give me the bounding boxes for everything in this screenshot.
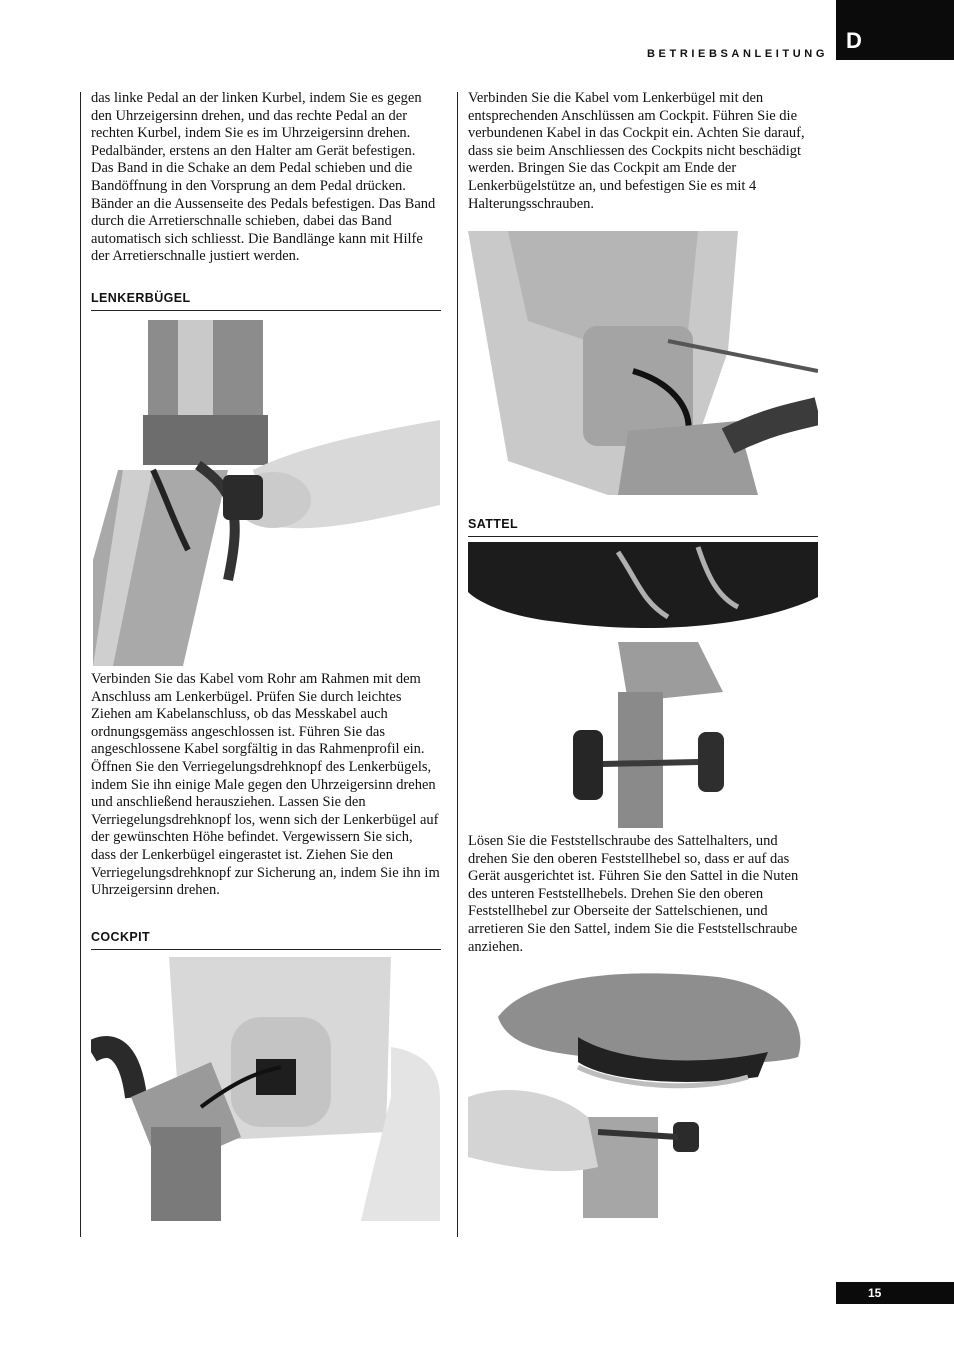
pedal-instructions-text: das linke Pedal an der linken Kurbel, indem Sie es gegen den Uhrzeigersinn drehen, und das rechte Pedal an der rechten Kurbel, indem Sie es im Uhrzeigersinn drehen. Pedalbänder, erstens an den Halter am Gerät befestigen. Das Band in die Schake an dem Pedal schieben und die Bandöffnung in den Vorsprung an dem Pedal drücken. Bänder an die Aussenseite des Pedals befestigen. Das Band durch die Arretierschnalle schieben, dabei das Band automatisch sich schliesst. Die Bandlänge kann mit Hilfe der Arretierschnalle justiert werden. xyxy=(91,90,436,265)
right-column-top xyxy=(468,90,818,213)
language-code: D xyxy=(846,28,862,53)
left-column xyxy=(91,90,441,266)
cockpit-instructions-text: Verbinden Sie die Kabel vom Lenkerbügel mit den entsprechenden Anschlüssen am Cockpit. Führen Sie die verbundenen Kabel in das Cockpit ein. Achten Sie darauf, dass sie beim Anschliessen des Cockpits nicht beschädigt werden. Bringen Sie das Cockpit am Ende der Lenkerbügelstütze an, und befestigen Sie es mit 4 Halterungsschrauben. xyxy=(468,90,805,212)
lenker-text-wrap xyxy=(91,671,441,900)
sattel-heading: SATTEL xyxy=(468,517,818,537)
column-divider-rule xyxy=(457,92,458,1237)
saddle-mount-photo xyxy=(468,967,818,1218)
left-margin-rule xyxy=(80,92,81,1237)
lenker-section-heading-wrap xyxy=(91,291,441,311)
sattel-instructions-text: Lösen Sie die Feststellschraube des Sattelhalters, und drehen Sie den oberen Feststellhebel so, dass er auf das Gerät ausgerichtet ist. Führen Sie den Sattel in die Nuten des unteren Feststellhebels. Drehen Sie den oberen Feststellhebel zur Oberseite der Sattelschienen, und arretieren Sie den Sattel, indem Sie die Feststellschraube anziehen. xyxy=(468,833,799,955)
sattel-section-heading-wrap xyxy=(468,517,818,537)
lenkerbuegel-heading: LENKERBÜGEL xyxy=(91,291,441,311)
language-tab xyxy=(836,0,954,60)
lenkerbuegel-instructions-text: Verbinden Sie das Kabel vom Rohr am Rahmen mit dem Anschluss am Lenkerbügel. Prüfen Sie durch leichtes Ziehen am Kabelanschluss, ob das Messkabel auch ordnungsgemäss angeschlossen ist. Führen Sie das angeschlossene Kabel sorgfältig in das Rahmenprofil ein. Öffnen Sie den Verriegelungsdrehknopf des Lenkerbügels, indem Sie ihn einige Male gegen den Uhrzeigersinn drehen und anschließend herausziehen. Lassen Sie den Verriegelungsdrehknopf los, wenn sich der Lenkerbügel auf der gewünschten Höhe befindet. Vergewissern Sie sich, dass der Lenkerbügel eingerastet ist. Ziehen Sie den Verriegelungsdrehknopf zur Sicherung an, indem Sie ihn im Uhrzeigersinn drehen. xyxy=(91,671,440,899)
saddle-clamp-photo xyxy=(468,542,818,828)
page-number-tab xyxy=(836,1282,954,1304)
handlebar-photo xyxy=(93,320,440,666)
cockpit-section-heading-wrap xyxy=(91,930,441,950)
manual-header-label: BETRIEBSANLEITUNG xyxy=(647,48,828,60)
cockpit-mount-photo xyxy=(468,231,818,495)
page-number: 15 xyxy=(868,1286,882,1300)
cockpit-heading: COCKPIT xyxy=(91,930,441,950)
cockpit-cable-photo xyxy=(91,957,440,1221)
sattel-text-wrap xyxy=(468,833,818,956)
